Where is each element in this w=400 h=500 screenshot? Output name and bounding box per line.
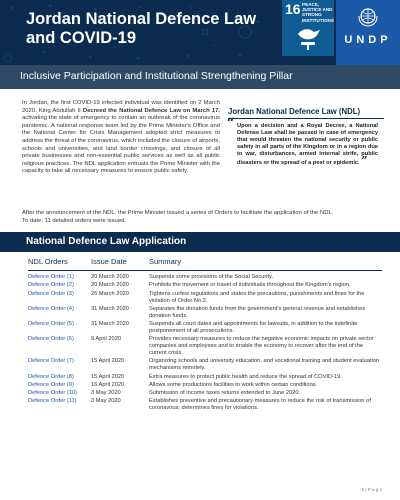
table-row — [28, 291, 382, 305]
order-date: 3 May 2020 — [91, 390, 121, 397]
table-row — [28, 306, 382, 320]
order-date: 20 March 2020 — [91, 282, 129, 289]
table-row — [28, 398, 382, 412]
undp-logo — [336, 0, 400, 65]
table-row — [28, 274, 382, 281]
ndl-quote-text: Upon a decision and a Royal Decree, a National Defense Law shall be passed in case of emergency that would threaten the national security or public safety in all parts of the Kingdom or in a region due to war, disturbances, armed internal strife, public disasters or the spread of a pest or epidemic. — [237, 123, 378, 167]
application-banner — [0, 232, 400, 252]
table-row — [28, 321, 382, 335]
sdg-text: PEACE, JUSTICE AND STRONG INSTITUTIONS — [302, 2, 334, 23]
close-quote-icon: ” — [361, 154, 368, 168]
order-summary: Submission of income taxes returns extended to June 2020. — [149, 390, 301, 397]
order-name: Defence Order (3) — [28, 290, 74, 297]
order-summary: Suspends all court dates and appointments for lawsuits, in addition to the indefinite postponement of all prosecutions. — [149, 321, 358, 334]
after-line-2: To date, 11 detailed orders were issued. — [22, 217, 127, 224]
table-header — [28, 257, 382, 271]
undp-letters: UNDP — [344, 34, 392, 46]
order-name: Defence Order (4) — [28, 305, 74, 312]
order-summary: Separates the donation funds from the government's general revenue and establishes donation funds. — [149, 305, 366, 319]
order-date: 15 April 2020 — [91, 373, 125, 380]
order-date: 15 April 2020 — [91, 358, 125, 365]
pillar-title: Inclusive Participation and Institutional Strengthening Pillar — [20, 70, 293, 82]
application-heading: National Defence Law Application — [26, 236, 187, 247]
order-name: Defence Order (7) — [28, 358, 74, 365]
intro-text-b: activating the state of emergency to contain an outbreak of the coronavirus pandemic. A national response team led by the Prime Minister's Office and the National Center for Crisis Management adopted strict measures to address the threat of the coronavirus, which included the closure of airports, schools and universities, and land border crossings, and closure of all private businesses and non-essential public services as well as all public religious practices. The NDL application entrusts the Prime Minister with the capacity to take all necessary measures to ensure public safety. — [22, 115, 220, 175]
order-summary: Tightens curfew regulations and states the precautions, punishments and fines for the violation of Order No.2. — [149, 290, 365, 304]
document-title: Jordan National Defence Law and COVID-19 — [26, 10, 257, 47]
table-row — [28, 336, 382, 357]
intro-paragraph — [22, 100, 220, 176]
order-summary: Establishes preventive and precautionary measures to reduce the risk of transmission of coronavirus; determines fines for violations. — [149, 398, 371, 412]
order-date: 9 April 2020 — [91, 336, 122, 343]
ndl-quote — [227, 116, 384, 168]
table-row — [28, 282, 382, 289]
order-date: 16 April 2020 — [91, 381, 125, 388]
order-name: Defence Order (11) — [28, 398, 77, 405]
after-line-1: After the announcement of the NDL, the Prime Minister issued a series of Orders to facilitate the application of the NDL. — [22, 210, 334, 216]
order-name: Defence Order (1) — [28, 274, 74, 280]
after-paragraph — [22, 210, 382, 225]
order-summary: Organizing schools and university education, and vocational training and student evaluation mechanisms remotely. — [149, 358, 380, 372]
table-row — [28, 390, 382, 397]
pillar-banner — [0, 65, 400, 89]
order-name: Defence Order (8) — [28, 373, 74, 380]
order-summary: Allows some productions facilities to work within certain conditions. — [149, 381, 318, 388]
table-row — [28, 374, 382, 381]
order-summary: Prohibits the movement or travel of individuals throughout the Kingdom's region. — [149, 282, 351, 289]
order-summary: Provides necessary measures to reduce the negative economic impacts on private sector companies and employees and to enable the economy to recover after the end of the current crisis. — [149, 336, 374, 357]
order-summary: Extra measures to protect public health and reduce the spread of COVID-19. — [149, 373, 342, 380]
sdg16-badge — [282, 0, 334, 56]
dove-gavel-icon — [292, 22, 324, 52]
order-name: Defence Order (6) — [28, 336, 74, 343]
table-row — [28, 358, 382, 372]
order-name: Defence Order (10) — [28, 390, 77, 397]
order-name: Defence Order (5) — [28, 321, 74, 327]
order-date: 31 March 2020 — [91, 321, 129, 327]
order-date: 20 March 2020 — [91, 274, 129, 280]
order-name: Defence Order (9) — [28, 381, 74, 388]
column-header-orders: NDL Orders — [28, 257, 68, 266]
intro-text-a: In Jordan, the first COVID-19 infected individual was identified on 2 March 2020. King Abdullah II — [22, 100, 220, 114]
sdg-number: 16 — [285, 1, 301, 17]
ndl-quote-box — [228, 107, 384, 168]
table-row — [28, 382, 382, 389]
table-body — [28, 274, 382, 412]
order-name: Defence Order (2) — [28, 282, 74, 289]
order-summary: Suspends some provisions of the Social Security. — [149, 274, 274, 280]
column-header-date: Issue Date — [91, 257, 127, 266]
un-emblem-icon — [356, 6, 380, 28]
ndl-heading: Jordan National Defence Law (NDL) — [228, 107, 384, 119]
header-banner — [0, 0, 400, 65]
order-date: 26 March 2020 — [91, 290, 129, 297]
order-date: 3 May 2020 — [91, 398, 121, 405]
column-header-summary: Summary — [149, 257, 182, 266]
open-quote-icon: “ — [227, 116, 235, 131]
intro-text-bold: Decreed the National Defence Law on March 17, — [82, 107, 220, 114]
page-number: 1 | P a g e — [361, 487, 382, 492]
order-date: 31 March 2020 — [91, 305, 129, 312]
orders-table — [28, 257, 382, 414]
